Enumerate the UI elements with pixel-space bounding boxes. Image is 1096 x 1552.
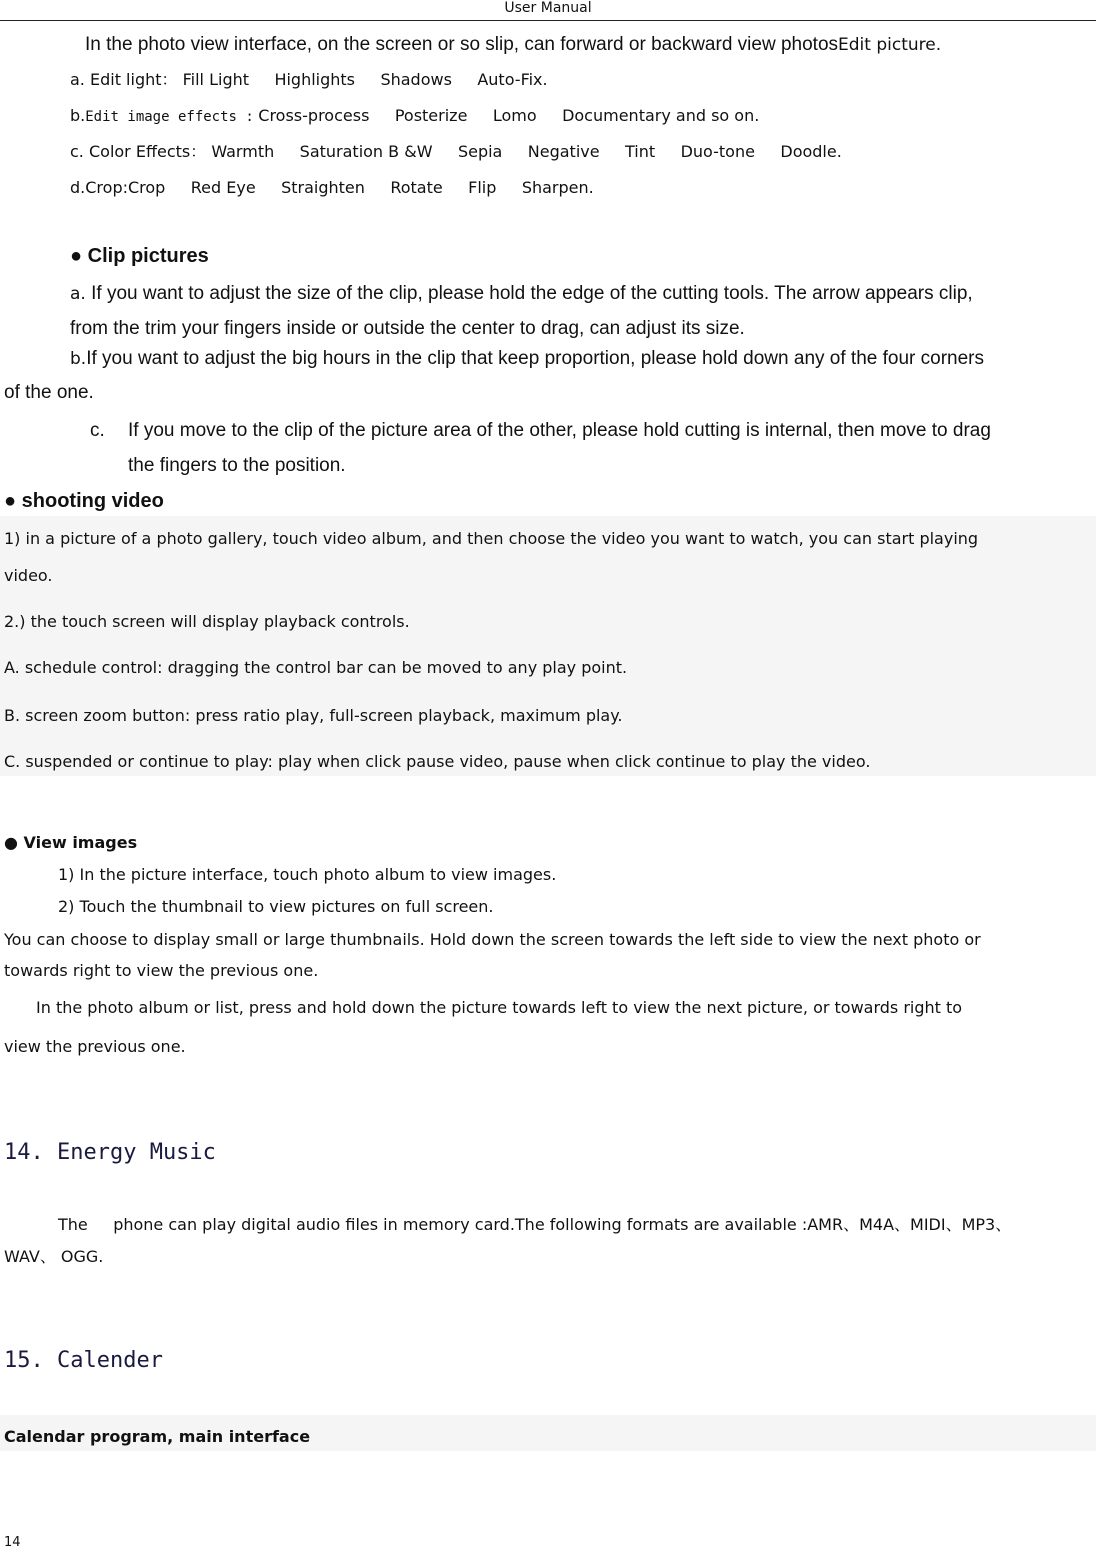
edit-item-b-prefix: b. <box>70 106 86 125</box>
edit-item-b <box>70 106 759 127</box>
view-images-para2-line1: In the photo album or list, press and hold down the picture towards left to view the next picture, or towards right to <box>36 998 963 1017</box>
music-line-1: The phone can play digital audio files in memory card.The following formats are available :AMR、M4A、MIDI、MP3、 <box>58 1215 1012 1234</box>
clip-b-text: If you want to adjust the big hours in the clip that keep proportion, please hold down any of the four corners <box>86 348 984 369</box>
shooting-video-heading: ● shooting video <box>4 490 164 512</box>
view-images-para1-line2: towards right to view the previous one. <box>4 961 319 980</box>
view-images-para2-line2: view the previous one. <box>4 1037 186 1056</box>
edit-item-d-text: Crop Red Eye Straighten Rotate Flip Sharpen. <box>127 178 594 197</box>
music-line-2: WAV、 OGG. <box>4 1247 104 1266</box>
clip-item-a-line2: from the trim your fingers inside or outside the center to drag, can adjust its size. <box>70 318 745 339</box>
intro-line <box>85 33 941 57</box>
clip-pictures-heading: ● Clip pictures <box>70 245 209 267</box>
edit-item-c <box>70 142 842 162</box>
video-control-b: B. screen zoom button: press ratio play, full-screen playback, maximum play. <box>4 706 623 725</box>
clip-item-b-line2: of the one. <box>4 382 94 403</box>
edit-item-d <box>70 178 594 198</box>
page-header-title: User Manual <box>504 0 592 16</box>
intro-text: In the photo view interface, on the screen or so slip, can forward or backward view photos <box>85 34 839 55</box>
edit-item-c-text: Warmth Saturation B &W Sepia Negative Tint Duo-tone Doodle. <box>211 142 842 161</box>
clip-item-c-line1: If you move to the clip of the picture area of the other, please hold cutting is internal, then move to drag <box>128 420 991 441</box>
clip-item-b-line1 <box>70 347 984 371</box>
edit-item-d-prefix: d. <box>70 178 86 197</box>
video-step-1-cont: video. <box>4 566 53 585</box>
edit-picture-label: Edit picture. <box>838 35 942 55</box>
video-step-2: 2.) the touch screen will display playback controls. <box>4 612 410 631</box>
video-control-c: C. suspended or continue to play: play when click pause video, pause when click continue to play the video. <box>4 752 871 771</box>
clip-item-c-line2: the fingers to the position. <box>128 455 346 476</box>
calendar-subheading: Calendar program, main interface <box>4 1427 311 1446</box>
edit-item-a-text: Fill Light Highlights Shadows Auto-Fix. <box>182 70 548 89</box>
edit-item-a-prefix: a. <box>70 70 85 89</box>
edit-item-c-prefix: c. <box>70 142 84 161</box>
view-images-heading: ● View images <box>4 833 138 852</box>
view-images-para1-line1: You can choose to display small or large thumbnails. Hold down the screen towards the left side to view the next photo or <box>4 930 981 949</box>
edit-item-c-label: Color Effects： <box>88 142 207 161</box>
header-divider <box>0 20 1096 21</box>
edit-item-a-label: Edit light： <box>89 70 178 89</box>
section-15-heading: 15. Calender <box>4 1348 163 1373</box>
edit-item-b-text: Cross-process Posterize Lomo Documentary and so on. <box>258 106 760 125</box>
video-step-1: 1) in a picture of a photo gallery, touch video album, and then choose the video you want to watch, you can start playing <box>4 529 979 548</box>
clip-item-a-line1 <box>70 282 1094 306</box>
video-instructions-panel <box>0 516 1096 776</box>
clip-a-prefix: a. <box>70 284 86 304</box>
video-control-a: A. schedule control: dragging the control bar can be moved to any play point. <box>4 658 628 677</box>
clip-a-text: If you want to adjust the size of the clip, please hold the edge of the cutting tools. The arrow appears clip, <box>91 283 973 304</box>
edit-item-a <box>70 70 548 90</box>
edit-item-b-label: Edit image effects : <box>85 109 254 125</box>
page-number: 14 <box>4 1535 21 1550</box>
clip-item-c-prefix: c. <box>90 420 105 441</box>
section-14-heading: 14. Energy Music <box>4 1140 216 1165</box>
view-images-step-1: 1) In the picture interface, touch photo album to view images. <box>58 865 557 884</box>
view-images-step-2: 2) Touch the thumbnail to view pictures on full screen. <box>58 897 494 916</box>
edit-item-d-label: Crop: <box>85 178 128 197</box>
clip-b-prefix: b. <box>70 349 87 369</box>
